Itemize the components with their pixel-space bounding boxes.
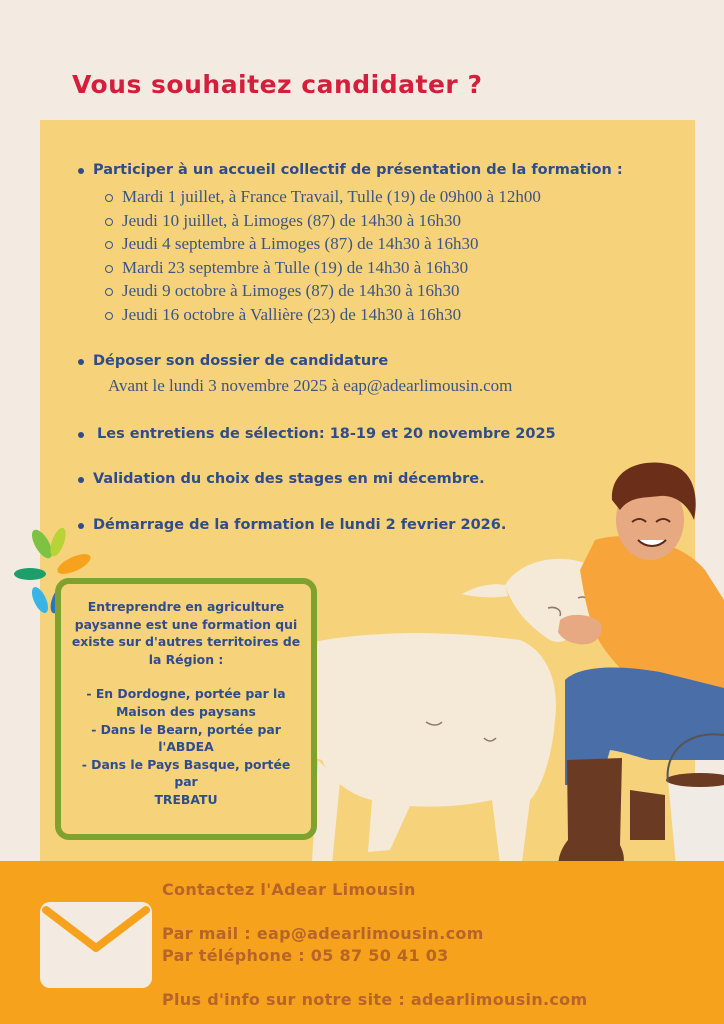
- session-date: Jeudi 16 octobre à Vallière (23) de 14h30 à 16h30: [104, 304, 541, 328]
- info-item-line: - Dans le Bearn, portée par: [91, 721, 281, 737]
- contact-phone[interactable]: Par téléphone : 05 87 50 41 03: [162, 946, 449, 965]
- info-item-line: - Dans le Pays Basque, portée par: [81, 756, 291, 790]
- session-date: Jeudi 9 octobre à Limoges (87) de 14h30 à 16h30: [104, 280, 541, 304]
- session-date: Jeudi 4 septembre à Limoges (87) de 14h30 à 16h30: [104, 233, 541, 257]
- entretiens-text: Les entretiens de sélection: 18-19 et 20 novembre 2025: [97, 426, 556, 442]
- dossier-detail: Avant le lundi 3 novembre 2025 à eap@adearlimousin.com: [108, 376, 513, 395]
- info-intro-line: la Région :: [148, 651, 224, 667]
- session-date: Mardi 23 septembre à Tulle (19) de 14h30 à 16h30: [104, 257, 541, 281]
- contact-heading: Contactez l'Adear Limousin: [162, 880, 416, 899]
- info-item-line: - En Dordogne, portée par la: [86, 686, 286, 702]
- dossier-heading: Déposer son dossier de candidature: [93, 353, 389, 369]
- regional-info-box: [55, 578, 317, 840]
- session-date: Mardi 1 juillet, à France Travail, Tulle (19) de 09h00 à 12h00: [104, 186, 541, 210]
- session-date: Jeudi 10 juillet, à Limoges (87) de 14h30 à 16h30: [104, 210, 541, 234]
- page-title: Vous souhaitez candidater ?: [72, 70, 483, 99]
- demarrage-text: Démarrage de la formation le lundi 2 fevrier 2026.: [93, 517, 507, 533]
- info-item-line: l'ABDEA: [158, 739, 214, 755]
- info-intro-line: existe sur d'autres territoires de: [71, 634, 301, 650]
- info-intro-line: Entreprendre en agriculture: [87, 599, 285, 614]
- info-item-line: Maison des paysans: [116, 703, 256, 719]
- contact-mail[interactable]: Par mail : eap@adearlimousin.com: [162, 924, 484, 943]
- info-item-line: TREBATU: [154, 791, 218, 807]
- envelope-icon: [40, 902, 152, 988]
- info-intro-line: paysanne est une formation qui: [74, 616, 298, 632]
- contact-site[interactable]: Plus d'info sur notre site : adearlimousin.com: [162, 990, 588, 1009]
- sessions-heading: Participer à un accueil collectif de présentation de la formation :: [93, 162, 623, 178]
- validation-text: Validation du choix des stages en mi décembre.: [93, 471, 485, 487]
